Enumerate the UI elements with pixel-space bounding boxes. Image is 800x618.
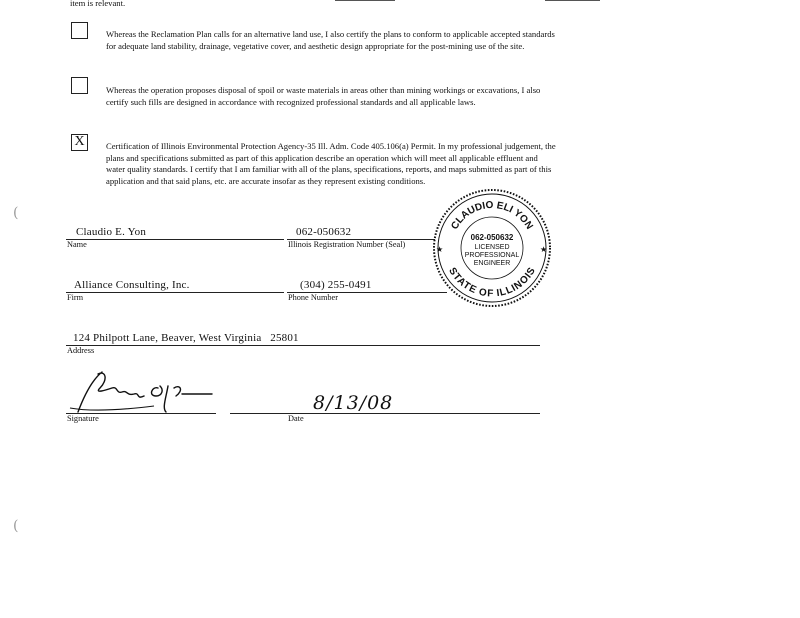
- registration-label: Illinois Registration Number (Seal): [288, 240, 406, 249]
- scan-speck: (: [13, 205, 19, 221]
- firm-label: Firm: [67, 293, 84, 302]
- date-value: 8/13/08: [313, 392, 394, 414]
- name-underline: [66, 239, 284, 240]
- phone-label: Phone Number: [288, 293, 339, 302]
- certification-text-1: Whereas the Reclamation Plan calls for an alternative land use, I also certify the plans to conform to applicable accepted standards for adequate land stability, drainage, vegetative cover, and aesthetic design appropriate for the post-mining use of the site.: [106, 29, 555, 51]
- seal-bottom-arc-text: STATE OF ILLINOIS: [446, 265, 538, 300]
- certification-checkbox-2[interactable]: [71, 77, 88, 94]
- seal-line-1: LICENSED: [474, 244, 510, 251]
- top-text-fragment: item is relevant.: [70, 0, 126, 8]
- top-rule: [545, 0, 600, 1]
- top-rule: [335, 0, 395, 1]
- seal-number: 062-050632: [470, 233, 514, 242]
- certification-checkbox-1[interactable]: [71, 22, 88, 39]
- checkbox-mark: X: [74, 134, 85, 149]
- signature-image: [62, 366, 222, 418]
- registration-number-value: 062-050632: [296, 226, 352, 238]
- phone-value: (304) 255-0491: [300, 279, 372, 291]
- scan-speck: (: [13, 518, 19, 534]
- certification-text-2: Whereas the operation proposes disposal of spoil or waste materials in areas other than mining workings or excavations, I also certify such fills are designed in accordance with recognized professional standards and all applicable laws.: [106, 85, 541, 107]
- seal-top-arc-text: CLAUDIO ELI YON: [449, 199, 535, 232]
- name-label: Name: [67, 240, 87, 249]
- seal-line-2: PROFESSIONAL: [464, 252, 520, 259]
- seal-line-3: ENGINEER: [473, 260, 511, 267]
- engineer-name-value: Claudio E. Yon: [76, 226, 147, 238]
- certification-checkbox-3[interactable]: [71, 134, 88, 151]
- certification-text-3: Certification of Illinois Environmental Protection Agency-35 Ill. Adm. Code 405.106(a) Permit. In my professional judgement, the plans and specifications submitted as part of this application describe an operation which will meet all applicable effluent and water quality standards. I certify that I am familiar with all of the plans, specifications, reports, and maps submitted as part of this application and that said plans, etc. are accurate insofar as they represent existing conditions.: [106, 141, 556, 186]
- date-underline: [230, 413, 540, 414]
- seal-star-icon: ★: [540, 245, 548, 254]
- firm-underline: [66, 292, 284, 293]
- signature-label: Signature: [67, 414, 99, 423]
- address-value: 124 Philpott Lane, Beaver, West Virginia 25801: [73, 332, 299, 344]
- engineer-seal: [430, 186, 554, 310]
- address-label: Address: [67, 346, 95, 355]
- date-label: Date: [288, 414, 304, 423]
- address-underline: [66, 345, 540, 346]
- firm-value: Alliance Consulting, Inc.: [74, 279, 190, 291]
- seal-star-icon: ★: [436, 245, 444, 254]
